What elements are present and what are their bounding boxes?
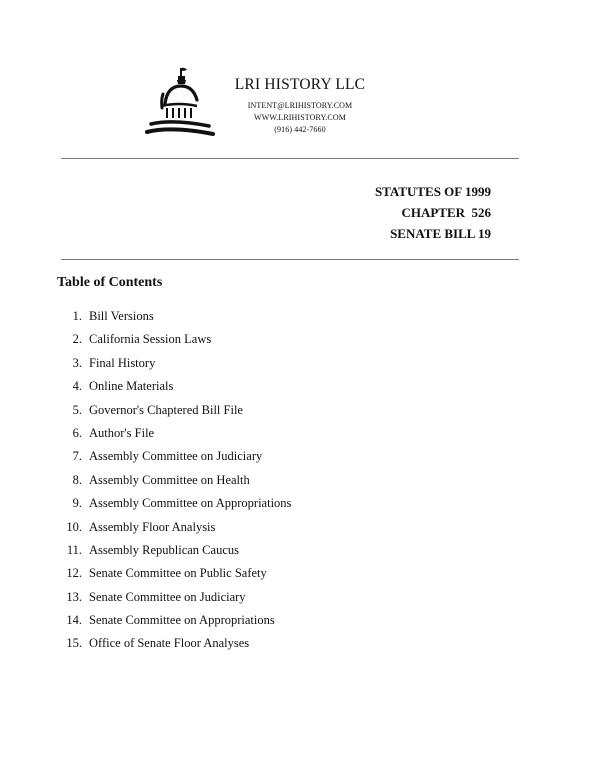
toc-item [60, 353, 291, 376]
toc-item-number: 9. [72, 496, 82, 511]
toc-item-label: Assembly Floor Analysis [89, 519, 216, 534]
toc-item-number: 15. [66, 636, 82, 651]
toc-item-number: 13. [66, 589, 82, 604]
toc-item-label: Office of Senate Floor Analyses [89, 636, 250, 651]
toc-item-number: 2. [72, 332, 82, 347]
toc-item-label: Assembly Committee on Health [89, 472, 250, 487]
toc-item [60, 610, 291, 633]
toc-item [60, 400, 291, 423]
company-name: LRI HISTORY LLC [234, 76, 366, 93]
toc-item-label: Senate Committee on Public Safety [89, 566, 267, 581]
statute-chapter: CHAPTER 526 [401, 205, 491, 220]
statute-citation [375, 181, 491, 244]
toc-item-number: 10. [66, 519, 82, 534]
toc-item-label: Author's File [89, 425, 155, 440]
toc-item-label: Assembly Republican Caucus [89, 542, 239, 557]
toc-item-number: 7. [72, 449, 82, 464]
company-email: INTENT@LRIHISTORY.COM [247, 101, 353, 110]
toc-item [60, 423, 291, 446]
statute-year: STATUTES OF 1999 [374, 184, 491, 199]
toc-item [60, 306, 291, 329]
toc-item-number: 6. [72, 425, 82, 440]
divider-bottom [61, 259, 519, 260]
toc-item [60, 517, 291, 540]
toc-item-label: Bill Versions [89, 309, 154, 323]
toc-item-number: 1. [72, 309, 82, 323]
toc-list [60, 306, 291, 657]
toc-item-number: 3. [72, 355, 82, 370]
toc-item-number: 11. [66, 542, 82, 557]
toc-item-label: Senate Committee on Appropriations [89, 613, 275, 628]
toc-item [60, 633, 291, 656]
divider-top [61, 158, 519, 159]
toc-item [60, 587, 291, 610]
toc-item [60, 329, 291, 352]
toc-item-label: Final History [89, 355, 156, 370]
toc-item-number: 12. [66, 566, 82, 581]
toc-item-number: 5. [72, 402, 82, 417]
letterhead [200, 76, 400, 136]
toc-item-label: Online Materials [89, 379, 174, 394]
statute-bill: SENATE BILL 19 [390, 226, 491, 241]
toc-item [60, 540, 291, 563]
toc-item [60, 446, 291, 469]
toc-item [60, 470, 291, 493]
toc-item [60, 563, 291, 586]
toc-item [60, 376, 291, 399]
toc-item-label: California Session Laws [89, 332, 212, 347]
toc-item-number: 4. [72, 379, 82, 394]
company-website: WWW.LRIHISTORY.COM [254, 113, 346, 122]
company-phone: (916) 442-7660 [274, 125, 326, 134]
toc-item-number: 8. [72, 472, 82, 487]
toc-heading: Table of Contents [57, 275, 163, 290]
toc-item-label: Assembly Committee on Judiciary [89, 449, 263, 464]
toc-item [60, 493, 291, 516]
toc-item-label: Assembly Committee on Appropriations [89, 496, 292, 511]
toc-item-number: 14. [66, 613, 82, 628]
toc-item-label: Governor's Chaptered Bill File [89, 402, 243, 417]
toc-item-label: Senate Committee on Judiciary [89, 589, 246, 604]
